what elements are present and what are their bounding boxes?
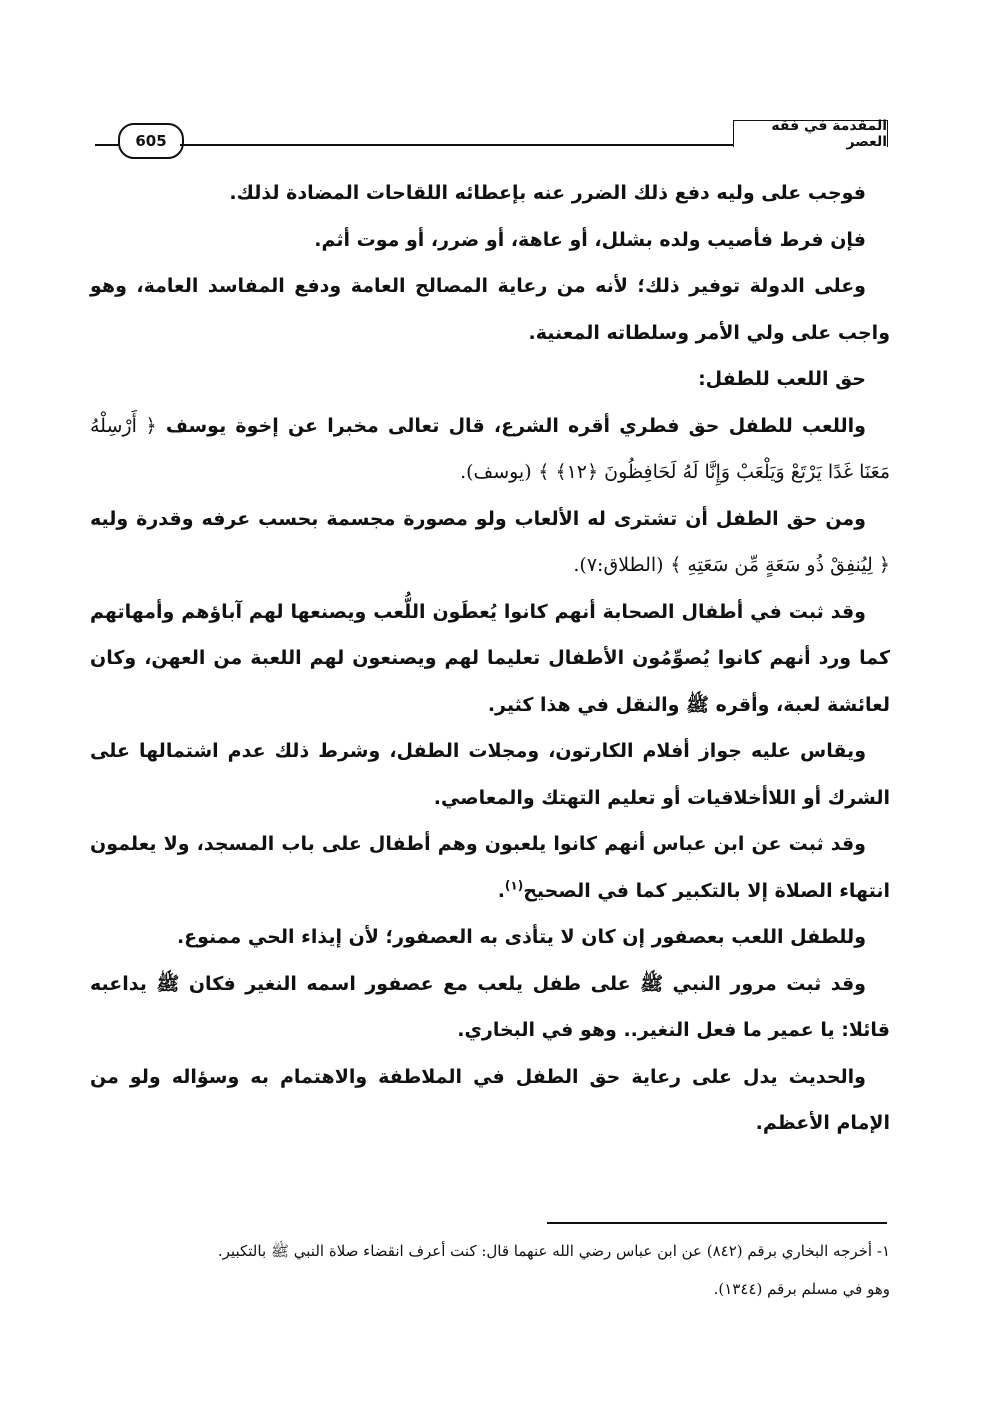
footnotes (90, 1232, 890, 1308)
section-heading: حق اللعب للطفل: (698, 368, 866, 390)
paragraph-4-text: واللعب للطفل حق فطري أقره الشرع، قال تعالى مخبرا عن إخوة يوسف (165, 414, 866, 437)
paragraph-11: والحديث يدل على رعاية حق الطفل في الملاطفة والاهتمام به وسؤاله ولو من الإمام الأعظم. (90, 1065, 890, 1134)
paragraph-6: وقد ثبت في أطفال الصحابة أنهم كانوا يُعطَون اللُّعب ويصنعها لهم آباؤهم وأمهاتهم كما ورد أنهم كانوا يُصوِّمُون الأطفال تعليما لهم ويصنعون لهم اللعبة من العهن، وكان لعائشة لعبة، وأقره ﷺ والنقل في هذا كثير. (90, 600, 890, 716)
page-header (0, 0, 1004, 160)
header-rule-right (180, 144, 735, 146)
paragraph-8-text: وقد ثبت عن ابن عباس أنهم كانوا يلعبون وهم أطفال على باب المسجد، ولا يعلمون انتهاء الصلاة إلا بالتكبير كما في الصحيح (90, 833, 890, 902)
paragraph-5-text: ومن حق الطفل أن تشترى له الألعاب ولو مصورة مجسمة بحسب عرفه وقدرة وليه (90, 507, 866, 530)
paragraph-5 (90, 496, 890, 589)
paragraph-3: وعلى الدولة توفير ذلك؛ لأنه من رعاية المصالح العامة ودفع المفاسد العامة، وهو واجب على ولي الأمر وسلطاته المعنية. (90, 275, 890, 344)
quran-verse-talaq: ﴿ لِيُنفِقْ ذُو سَعَةٍ مِّن سَعَتِهِ ﴾ (670, 554, 890, 576)
verse-reference-yusuf: (يوسف). (460, 461, 532, 483)
paragraph-10: وقد ثبت مرور النبي ﷺ على طفل يلعب مع عصفور اسمه النغير فكان ﷺ يداعبه قائلا: يا عمير ما فعل النغير.. وهو في البخاري. (90, 972, 890, 1041)
paragraph-2: فإن فرط فأصيب ولده بشلل، أو عاهة، أو ضرر، أو موت أثم. (314, 228, 866, 251)
footnote-1-line-2: وهو في مسلم برقم (١٣٤٤). (713, 1280, 890, 1298)
paragraph-7: ويقاس عليه جواز أفلام الكارتون، ومجلات الطفل، وشرط ذلك عدم اشتمالها على الشرك أو اللاأخلاقيات أو تعليم التهتك والمعاصي. (90, 740, 890, 809)
footnote-1-line-1: ١- أخرجه البخاري برقم (٨٤٢) عن ابن عباس رضي الله عنهما قال: كنت أعرف انقضاء صلاة النبي ﷺ بالتكبير. (217, 1242, 890, 1260)
paragraph-8-end: . (497, 879, 505, 902)
paragraph-4 (90, 403, 890, 496)
quran-verse-yusuf: ﴿ أَرْسِلْهُ مَعَنَا غَدًا يَرْتَعْ وَيَلْعَبْ وَإِنَّا لَهُ لَحَافِظُونَ ﴿١٢﴾ ﴾ (90, 414, 890, 483)
book-title: المقدمة في فقه العصر (733, 120, 888, 147)
paragraph-8 (90, 821, 890, 914)
page-number: 605 (118, 123, 184, 159)
paragraph-9: وللطفل اللعب بعصفور إن كان لا يتأذى به العصفور؛ لأن إيذاء الحي ممنوع. (176, 926, 866, 948)
footnote-separator (547, 1222, 887, 1224)
main-text (90, 170, 890, 1147)
verse-reference-talaq: (الطلاق:٧). (573, 554, 664, 576)
paragraph-1: فوجب على وليه دفع ذلك الضرر عنه بإعطائه اللقاحات المضادة لذلك. (229, 182, 866, 204)
footnote-marker[interactable]: (١) (504, 878, 524, 893)
